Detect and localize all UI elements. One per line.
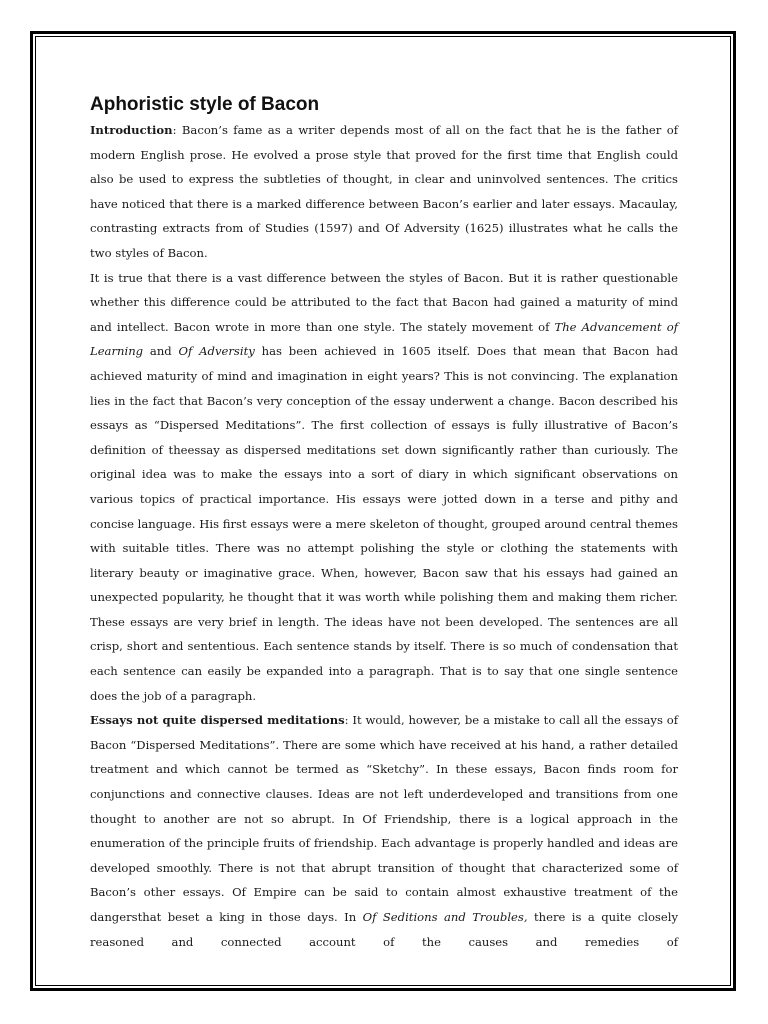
introduction-heading: Introduction (90, 123, 173, 137)
document-title: Aphoristic style of Bacon (90, 94, 320, 115)
styles-text-2: and (143, 344, 179, 359)
introduction-text: : Bacon’s fame as a writer depends most of all on the fact that he is the father of modern English prose. He evolved a prose style that proved for the first time that English could also be used to express the subtleties of thought, in clear and uninvolved sentences. The critics have noticed that there is a marked difference between Bacon’s earlier and later essays. Macaulay, contrasting extracts from of Studies (1597) and Of Adversity (1625) illustrates what he calls the two styles of Bacon. (90, 123, 678, 260)
dispersed-text-1: : It would, however, be a mistake to call all the essays of Bacon “Dispersed Meditations”. There are some which have received at his hand, a rather detailed treatment and which cannot be termed as “Sketchy”. In these essays, Bacon finds room for conjunctions and connective clauses. Ideas are not left underdeveloped and transitions from one thought to another are not so abrupt. In Of Friendship, there is a logical approach in the enumeration of the principle fruits of friendship. Each advantage is properly handled and ideas are developed smoothly. There is not that abrupt transition of thought that characterized some of Bacon’s other essays. Of Empire can be said to contain almost exhaustive treatment of the dangersthat beset a king in those days. In (90, 713, 678, 924)
styles-text-3: has been achieved in 1605 itself. Does that mean that Bacon had achieved maturity of mind and imagination in eight years? This is not convincing. The explanation lies in the fact that Bacon’s very conception of the essay underwent a change. Bacon described his essays as “Dispersed Meditations”. The first collection of essays is fully illustrative of Bacon’s definition of theessay as dispersed meditations set down significantly rather than curiously. The original idea was to make the essays into a sort of diary in which significant observations on various topics of practical importance. His essays were jotted down in a terse and pithy and concise language. His first essays were a mere skeleton of thought, grouped around central themes with suitable titles. There was no attempt polishing the style or clothing the statements with literary beauty or imaginative grace. When, however, Bacon saw that his essays had gained an unexpected popularity, he thought that it was worth while polishing them and making them richer. These essays are very brief in length. The ideas have not been developed. The sentences are all crisp, short and sententious. Each sentence stands by itself. There is so much of condensation that each sentence can easily be expanded into a paragraph. That is to say that one single sentence does the job of a paragraph. (90, 344, 678, 703)
work-title-seditions: Of Seditions and Troubles, (362, 910, 528, 924)
work-title-adversity: Of Adversity (178, 344, 255, 359)
paragraph-introduction (90, 118, 678, 266)
paragraph-dispersed-meditations (90, 708, 678, 954)
paragraph-styles (90, 266, 678, 709)
document-body (90, 92, 678, 954)
dispersed-text-2: there is a quite closely reasoned and connected account of the causes and remedies of (90, 910, 678, 949)
styles-text-1: It is true that there is a vast difference between the styles of Bacon. But it is rather questionable whether this difference could be attributed to the fact that Bacon had gained a maturity of mind and intellect. Bacon wrote in more than one style. The stately movement of (90, 270, 678, 334)
work-title-advancement: The Advancement of Learning (90, 319, 678, 359)
dispersed-meditations-heading: Essays not quite dispersed meditations (90, 713, 345, 728)
